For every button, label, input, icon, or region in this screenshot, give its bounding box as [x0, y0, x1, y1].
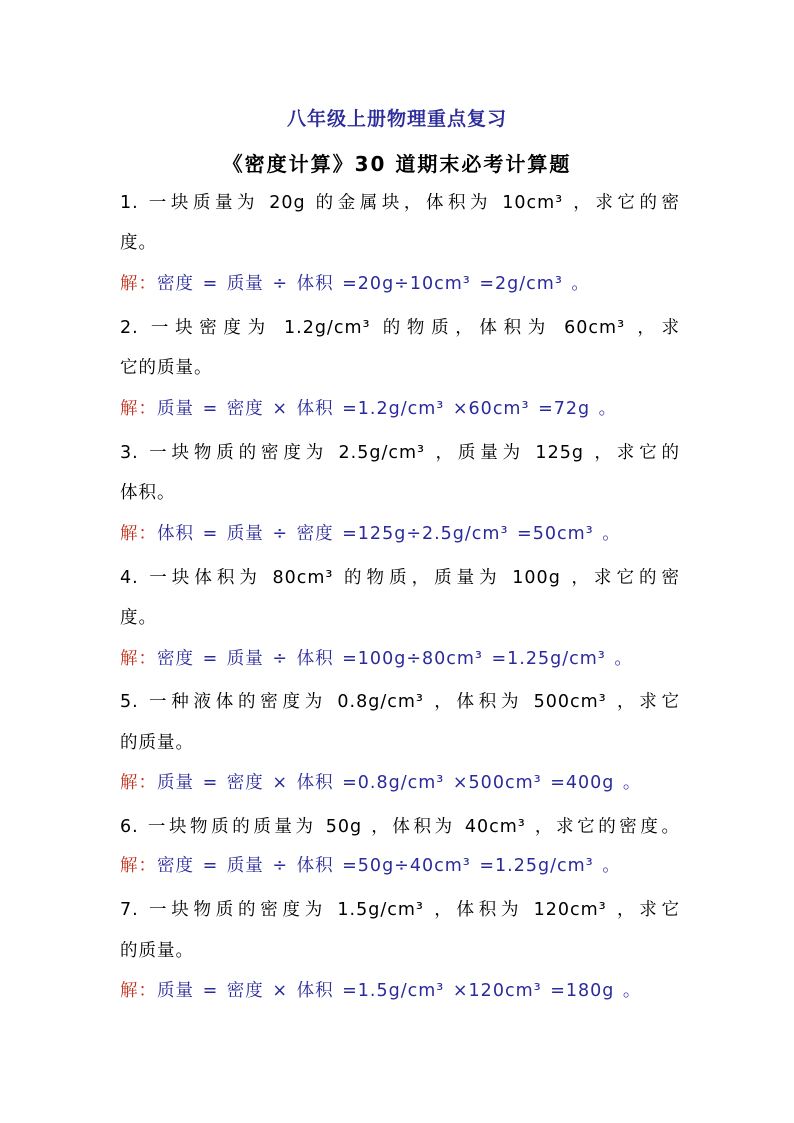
answer-6-label: 解： [120, 856, 157, 876]
question-5-line-1: 5. 一种液体的密度为 0.8g/cm³ ，体积为 500cm³ ，求它 [120, 692, 680, 712]
question-4-line-1: 4. 一块体积为 80cm³ 的物质，质量为 100g ，求它的密 [120, 568, 680, 588]
answer-6-text: 密度 = 质量 ÷ 体积 =50g÷40cm³ =1.25g/cm³ 。 [157, 856, 621, 876]
answer-1-text: 密度 = 质量 ÷ 体积 =20g÷10cm³ =2g/cm³ 。 [157, 274, 590, 294]
answer-3-text: 体积 = 质量 ÷ 密度 =125g÷2.5g/cm³ =50cm³ 。 [157, 524, 621, 544]
answer-5 [120, 771, 680, 795]
answer-1-label: 解： [120, 274, 157, 294]
answer-4-label: 解： [120, 649, 157, 669]
question-2-line-2: 它的质量。 [120, 358, 213, 378]
question-5-line-2: 的质量。 [120, 733, 194, 753]
question-7-line-2: 的质量。 [120, 941, 194, 961]
answer-3 [120, 522, 680, 546]
answer-6 [120, 854, 680, 878]
document-title: 八年级上册物理重点复习 [286, 108, 507, 130]
question-2-line-1: 2. 一块密度为 1.2g/cm³ 的物质，体积为 60cm³ ，求 [120, 318, 680, 338]
answer-2-label: 解： [120, 399, 157, 419]
answer-4-text: 密度 = 质量 ÷ 体积 =100g÷80cm³ =1.25g/cm³ 。 [157, 649, 633, 669]
question-3-line-2: 体积。 [120, 483, 176, 503]
question-4-line-2: 度。 [120, 608, 157, 628]
answer-2-text: 质量 = 密度 × 体积 =1.2g/cm³ ×60cm³ =72g 。 [157, 399, 618, 419]
answer-7-text: 质量 = 密度 × 体积 =1.5g/cm³ ×120cm³ =180g 。 [157, 981, 642, 1001]
answer-7 [120, 979, 680, 1003]
question-7-line-1: 7. 一块物质的密度为 1.5g/cm³ ，体积为 120cm³ ，求它 [120, 900, 680, 920]
document-subtitle: 《密度计算》30 道期末必考计算题 [222, 152, 572, 176]
question-3-line-1: 3. 一块物质的密度为 2.5g/cm³ ，质量为 125g ，求它的 [120, 443, 680, 463]
question-1-line-1: 1. 一块质量为 20g 的金属块，体积为 10cm³ ，求它的密 [120, 193, 680, 213]
answer-3-label: 解： [120, 524, 157, 544]
answer-5-label: 解： [120, 773, 157, 793]
answer-1 [120, 272, 680, 296]
answer-2 [120, 397, 680, 421]
question-6-line-1: 6. 一块物质的质量为 50g ，体积为 40cm³ ，求它的密度。 [120, 817, 680, 837]
question-1-line-2: 度。 [120, 233, 157, 253]
answer-7-label: 解： [120, 981, 157, 1001]
answer-5-text: 质量 = 密度 × 体积 =0.8g/cm³ ×500cm³ =400g 。 [157, 773, 642, 793]
answer-4 [120, 647, 680, 671]
